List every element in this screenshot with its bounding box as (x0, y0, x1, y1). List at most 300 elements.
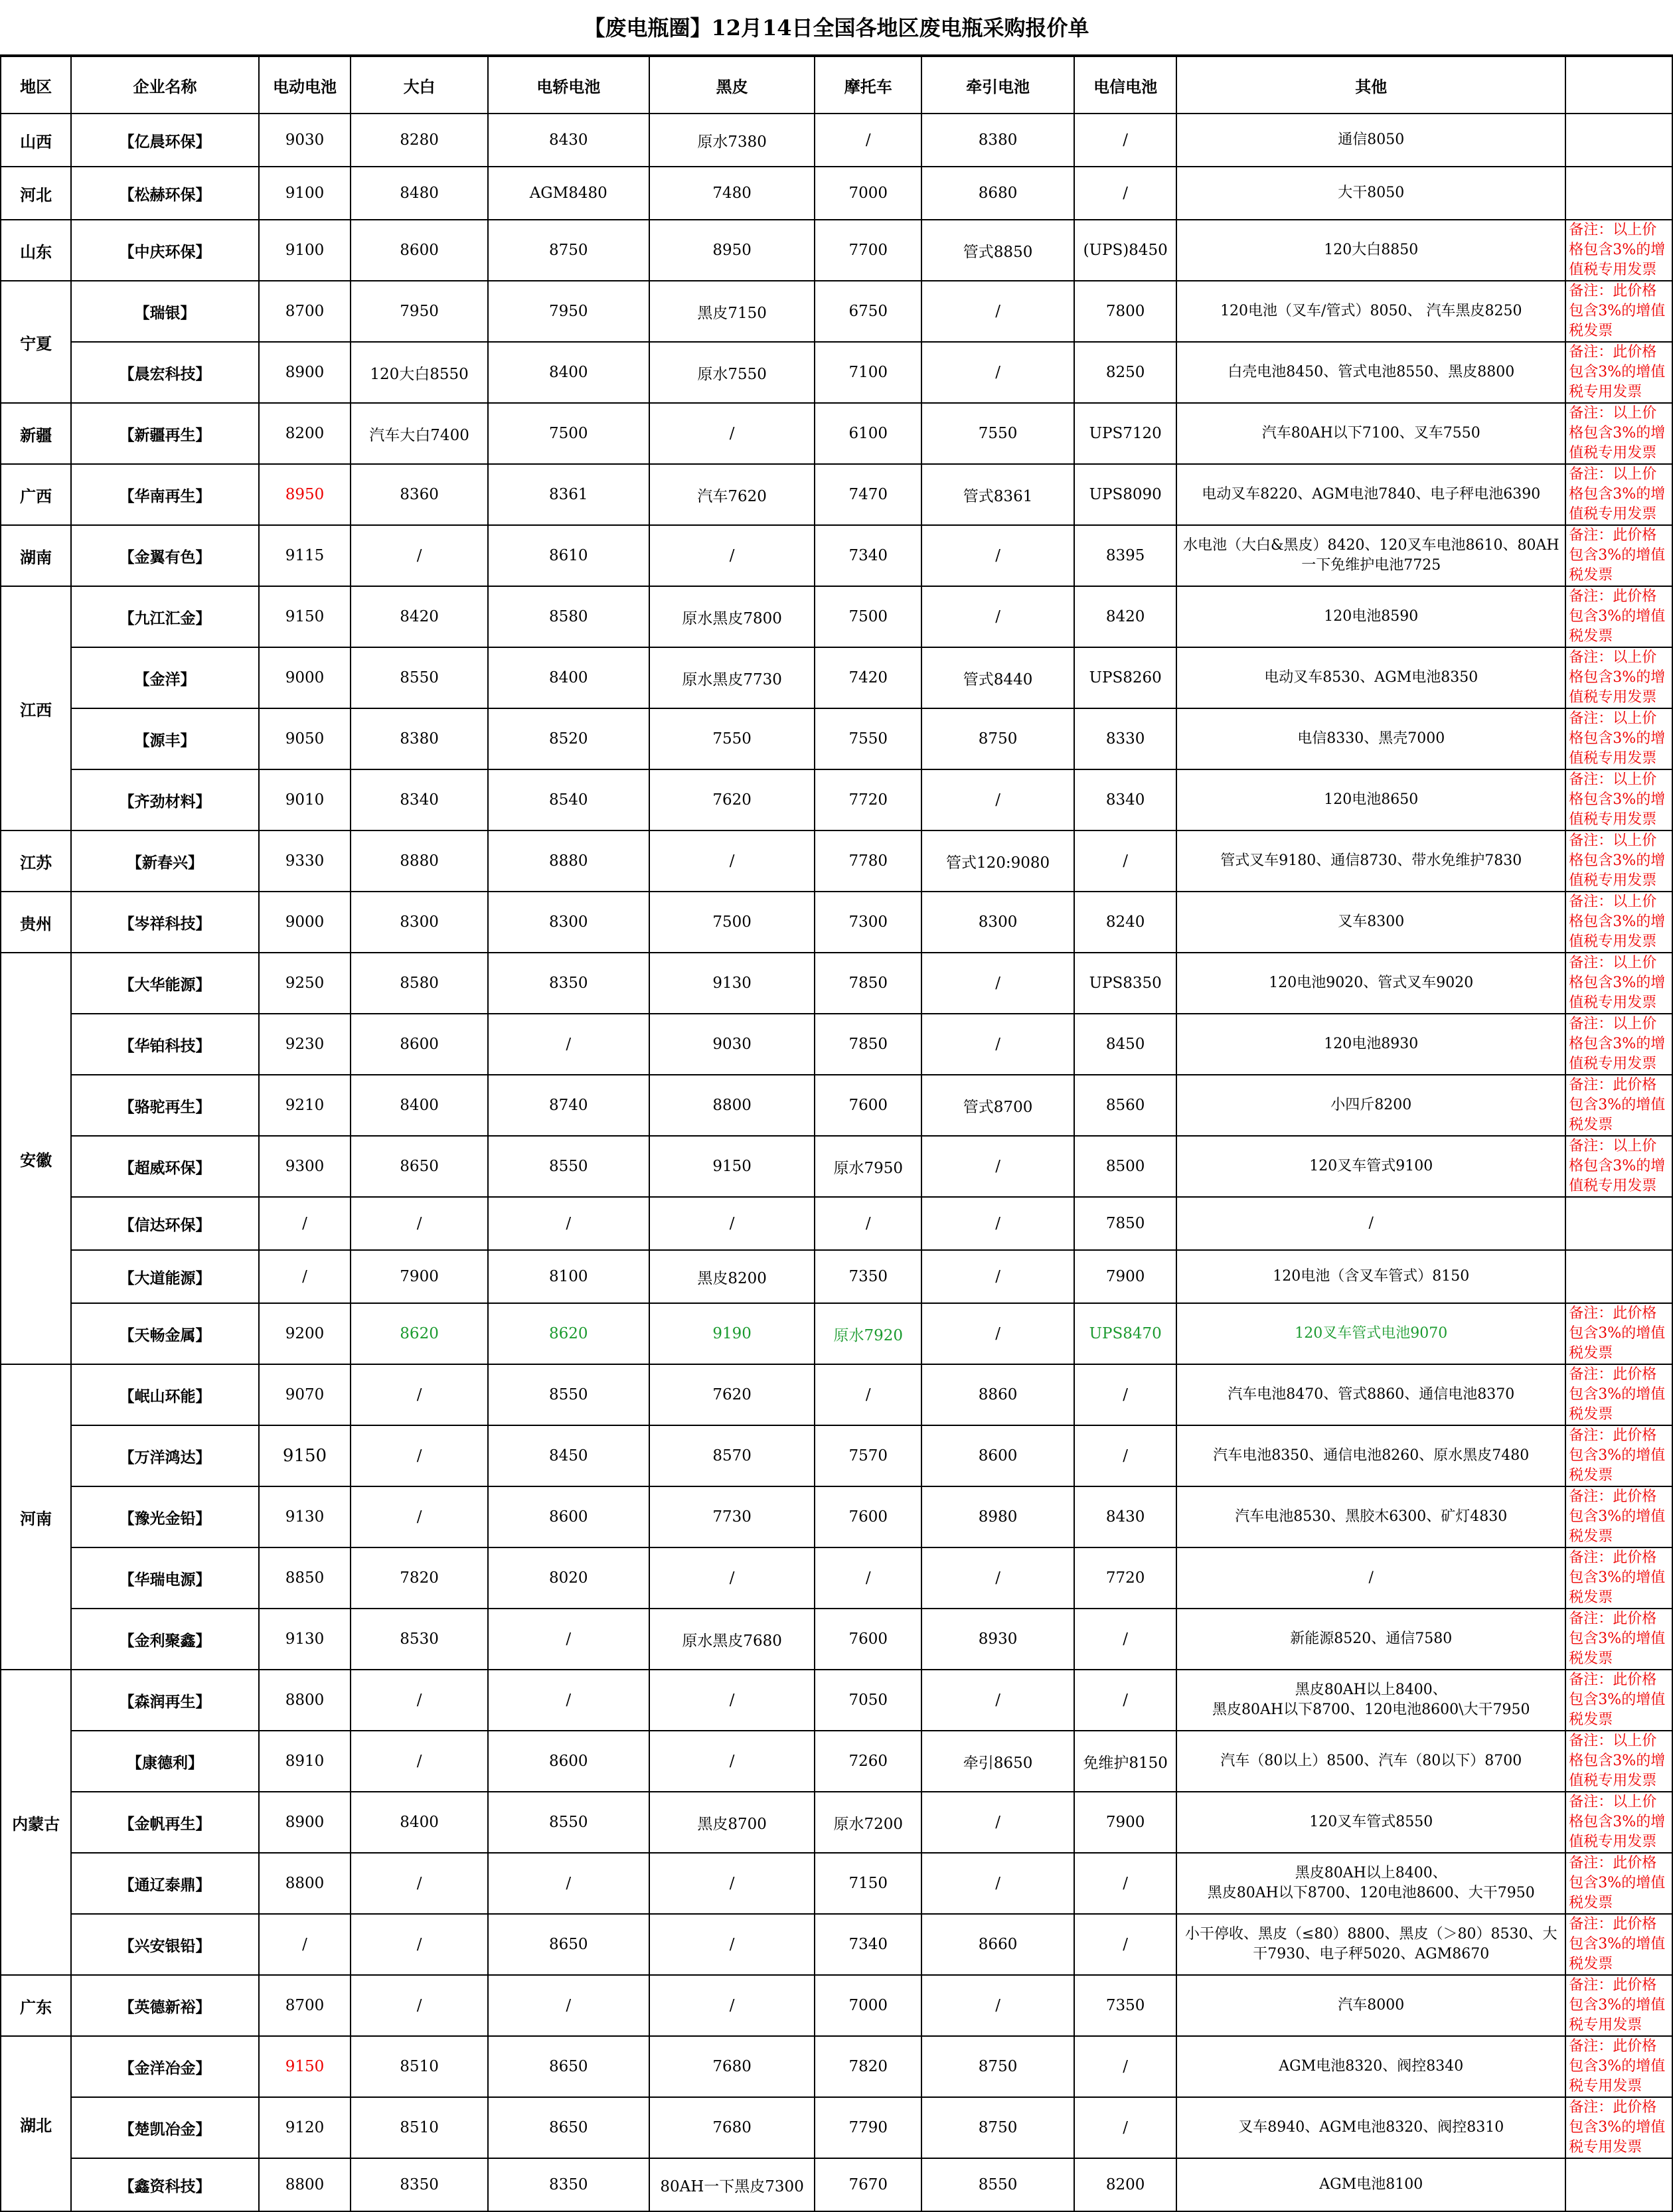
motorcycle-cell: 7260 (815, 1731, 921, 1792)
traction-cell: 管式8361 (921, 464, 1074, 525)
motorcycle-cell: 7850 (815, 1014, 921, 1075)
other-cell: 白壳电池8450、管式电池8550、黑皮8800 (1176, 342, 1565, 403)
note-cell: 备注：此价格包含3%的增值税发票 (1565, 1364, 1672, 1425)
black-cell: 7550 (649, 708, 815, 769)
company-cell: 【华瑞电源】 (71, 1547, 258, 1609)
table-row (1, 647, 1672, 708)
e-bike-cell: 8700 (259, 281, 351, 342)
company-cell: 【鑫资科技】 (71, 2158, 258, 2211)
white-cell: 120大白8550 (351, 342, 487, 403)
company-cell: 【岑祥科技】 (71, 892, 258, 953)
motorcycle-cell: 7850 (815, 953, 921, 1014)
telecom-cell: 8240 (1074, 892, 1176, 953)
other-cell: 120电池8650 (1176, 769, 1565, 830)
other-cell: 120电池8930 (1176, 1014, 1565, 1075)
motorcycle-cell: / (815, 114, 921, 167)
telecom-cell: / (1074, 2036, 1176, 2097)
white-cell: 8880 (351, 830, 487, 892)
black-cell: 原水黑皮7800 (649, 586, 815, 647)
telecom-cell: UPS8350 (1074, 953, 1176, 1014)
other-cell: 120电池9020、管式叉车9020 (1176, 953, 1565, 1014)
motorcycle-cell: 7670 (815, 2158, 921, 2211)
motorcycle-cell: 7100 (815, 342, 921, 403)
other-cell: 120电池（叉车/管式）8050、 汽车黑皮8250 (1176, 281, 1565, 342)
white-cell: 8350 (351, 2158, 487, 2211)
e-bike-cell: 9100 (259, 220, 351, 281)
black-cell: 7680 (649, 2097, 815, 2158)
black-cell: 8800 (649, 1075, 815, 1136)
e-bike-cell: 9330 (259, 830, 351, 892)
traction-cell: 8660 (921, 1914, 1074, 1975)
table-row (1, 892, 1672, 953)
black-cell: 7680 (649, 2036, 815, 2097)
other-cell: AGM电池8100 (1176, 2158, 1565, 2211)
white-cell: / (351, 1486, 487, 1547)
telecom-cell: 8250 (1074, 342, 1176, 403)
motorcycle-cell: 原水7200 (815, 1792, 921, 1853)
traction-cell: / (921, 769, 1074, 830)
white-cell: 8600 (351, 220, 487, 281)
telecom-cell: 8200 (1074, 2158, 1176, 2211)
black-cell: 9030 (649, 1014, 815, 1075)
e-bike-cell: 8200 (259, 403, 351, 464)
company-cell: 【金洋冶金】 (71, 2036, 258, 2097)
white-cell: 7950 (351, 281, 487, 342)
e-bike-cell: / (259, 1914, 351, 1975)
e-bike-cell: 9000 (259, 892, 351, 953)
note-cell: 备注：以上价格包含3%的增值税专用发票 (1565, 892, 1672, 953)
traction-cell: 8980 (921, 1486, 1074, 1547)
other-cell: 通信8050 (1176, 114, 1565, 167)
motorcycle-cell: 7500 (815, 586, 921, 647)
note-cell (1565, 167, 1672, 220)
white-cell: 8380 (351, 708, 487, 769)
other-cell: 小四斤8200 (1176, 1075, 1565, 1136)
telecom-cell: 7900 (1074, 1250, 1176, 1303)
black-cell: / (649, 1197, 815, 1250)
traction-cell: 7550 (921, 403, 1074, 464)
e-bike-cell: 8900 (259, 342, 351, 403)
region-cell: 安徽 (1, 953, 71, 1364)
motorcycle-cell: / (815, 1197, 921, 1250)
black-cell: 原水7380 (649, 114, 815, 167)
region-cell: 贵州 (1, 892, 71, 953)
e-bike-cell: 9050 (259, 708, 351, 769)
header-telecom: 电信电池 (1074, 56, 1176, 114)
table-row (1, 167, 1672, 220)
note-cell: 备注：以上价格包含3%的增值税专用发票 (1565, 647, 1672, 708)
traction-cell: / (921, 586, 1074, 647)
traction-cell: / (921, 1014, 1074, 1075)
e-bike-cell: / (259, 1250, 351, 1303)
motorcycle-cell: 7350 (815, 1250, 921, 1303)
note-cell (1565, 1197, 1672, 1250)
white-cell: 8480 (351, 167, 487, 220)
traction-cell: / (921, 1197, 1074, 1250)
region-cell: 内蒙古 (1, 1670, 71, 1975)
black-cell: 80AH一下黑皮7300 (649, 2158, 815, 2211)
traction-cell: / (921, 1853, 1074, 1914)
other-cell: 120叉车管式8550 (1176, 1792, 1565, 1853)
black-cell: / (649, 1975, 815, 2036)
white-cell: 8530 (351, 1609, 487, 1670)
note-cell: 备注：以上价格包含3%的增值税专用发票 (1565, 403, 1672, 464)
table-row (1, 1853, 1672, 1914)
company-cell: 【九江汇金】 (71, 586, 258, 647)
white-cell: 汽车大白7400 (351, 403, 487, 464)
white-cell: 8300 (351, 892, 487, 953)
note-cell: 备注：此价格包含3%的增值税专用发票 (1565, 2097, 1672, 2158)
header-row (1, 56, 1672, 114)
white-cell: 8340 (351, 769, 487, 830)
black-cell: 原水黑皮7730 (649, 647, 815, 708)
note-cell: 备注：此价格包含3%的增值税发票 (1565, 1425, 1672, 1486)
car-cell: 7950 (488, 281, 649, 342)
traction-cell: 管式8700 (921, 1075, 1074, 1136)
region-cell: 新疆 (1, 403, 71, 464)
company-cell: 【新春兴】 (71, 830, 258, 892)
car-cell: 8520 (488, 708, 649, 769)
motorcycle-cell: 7600 (815, 1486, 921, 1547)
white-cell: / (351, 525, 487, 586)
car-cell: 8650 (488, 1914, 649, 1975)
traction-cell: / (921, 281, 1074, 342)
e-bike-cell: 9210 (259, 1075, 351, 1136)
table-row (1, 1609, 1672, 1670)
car-cell: 8650 (488, 2036, 649, 2097)
e-bike-cell: 9230 (259, 1014, 351, 1075)
note-cell: 备注：此价格包含3%的增值税发票 (1565, 1547, 1672, 1609)
car-cell: 8020 (488, 1547, 649, 1609)
black-cell: / (649, 1914, 815, 1975)
company-cell: 【金帆再生】 (71, 1792, 258, 1853)
company-cell: 【金利聚鑫】 (71, 1609, 258, 1670)
e-bike-cell: 9070 (259, 1364, 351, 1425)
region-cell: 江苏 (1, 830, 71, 892)
motorcycle-cell: 7700 (815, 220, 921, 281)
black-cell: / (649, 1547, 815, 1609)
telecom-cell: 免维护8150 (1074, 1731, 1176, 1792)
other-cell: 汽车80AH以下7100、叉车7550 (1176, 403, 1565, 464)
telecom-cell: UPS7120 (1074, 403, 1176, 464)
car-cell: 8350 (488, 953, 649, 1014)
e-bike-cell: 9000 (259, 647, 351, 708)
region-cell: 山西 (1, 114, 71, 167)
car-cell: 8350 (488, 2158, 649, 2211)
white-cell: 8280 (351, 114, 487, 167)
table-row (1, 769, 1672, 830)
telecom-cell: 7850 (1074, 1197, 1176, 1250)
white-cell: / (351, 1364, 487, 1425)
company-cell: 【森润再生】 (71, 1670, 258, 1731)
note-cell: 备注：以上价格包含3%的增值税专用发票 (1565, 220, 1672, 281)
table-row (1, 281, 1672, 342)
e-bike-cell: 8950 (259, 464, 351, 525)
traction-cell: 牵引8650 (921, 1731, 1074, 1792)
car-cell: 8750 (488, 220, 649, 281)
other-cell: 电动叉车8530、AGM电池8350 (1176, 647, 1565, 708)
e-bike-cell: 9300 (259, 1136, 351, 1197)
other-cell: 水电池（大白&黑皮）8420、120叉车电池8610、80AH一下免维护电池7725 (1176, 525, 1565, 586)
e-bike-cell: 8900 (259, 1792, 351, 1853)
black-cell: 7730 (649, 1486, 815, 1547)
black-cell: 7620 (649, 769, 815, 830)
company-cell: 【新疆再生】 (71, 403, 258, 464)
other-cell: 叉车8300 (1176, 892, 1565, 953)
black-cell: / (649, 403, 815, 464)
car-cell: 8540 (488, 769, 649, 830)
other-cell: 黑皮80AH以上8400、 黑皮80AH以下8700、120电池8600、大干7950 (1176, 1853, 1565, 1914)
note-cell: 备注：此价格包含3%的增值税专用发票 (1565, 1975, 1672, 2036)
note-cell: 备注：此价格包含3%的增值税发票 (1565, 1914, 1672, 1975)
black-cell: 7620 (649, 1364, 815, 1425)
table-row (1, 830, 1672, 892)
e-bike-cell: 9010 (259, 769, 351, 830)
note-cell: 备注：此价格包含3%的增值税发票 (1565, 1075, 1672, 1136)
e-bike-cell: 8700 (259, 1975, 351, 2036)
e-bike-cell: 9150 (259, 586, 351, 647)
company-cell: 【华南再生】 (71, 464, 258, 525)
telecom-cell: / (1074, 167, 1176, 220)
telecom-cell: 8420 (1074, 586, 1176, 647)
e-bike-cell: 8910 (259, 1731, 351, 1792)
black-cell: / (649, 1731, 815, 1792)
car-cell: 8740 (488, 1075, 649, 1136)
table-row (1, 220, 1672, 281)
other-cell: 汽车电池8530、黑胶木6300、矿灯4830 (1176, 1486, 1565, 1547)
other-cell: 120电池（含叉车管式）8150 (1176, 1250, 1565, 1303)
table-row (1, 708, 1672, 769)
white-cell: 8360 (351, 464, 487, 525)
table-row (1, 1197, 1672, 1250)
traction-cell: / (921, 525, 1074, 586)
table-row (1, 1014, 1672, 1075)
company-cell: 【岷山环能】 (71, 1364, 258, 1425)
car-cell: 8880 (488, 830, 649, 892)
other-cell: 汽车电池8350、通信电池8260、原水黑皮7480 (1176, 1425, 1565, 1486)
note-cell: 备注：以上价格包含3%的增值税专用发票 (1565, 1731, 1672, 1792)
e-bike-cell: 9030 (259, 114, 351, 167)
other-cell: 电信8330、黑壳7000 (1176, 708, 1565, 769)
white-cell: 8580 (351, 953, 487, 1014)
table-row (1, 1975, 1672, 2036)
motorcycle-cell: 7050 (815, 1670, 921, 1731)
black-cell: 8570 (649, 1425, 815, 1486)
table-row (1, 1136, 1672, 1197)
company-cell: 【松赫环保】 (71, 167, 258, 220)
black-cell: / (649, 830, 815, 892)
traction-cell: 8380 (921, 114, 1074, 167)
car-cell: 8361 (488, 464, 649, 525)
car-cell: / (488, 1197, 649, 1250)
traction-cell: 8600 (921, 1425, 1074, 1486)
motorcycle-cell: 7470 (815, 464, 921, 525)
table-row (1, 1731, 1672, 1792)
car-cell: 8100 (488, 1250, 649, 1303)
telecom-cell: / (1074, 1425, 1176, 1486)
e-bike-cell: 9100 (259, 167, 351, 220)
motorcycle-cell: 7000 (815, 167, 921, 220)
traction-cell: / (921, 1136, 1074, 1197)
motorcycle-cell: 原水7950 (815, 1136, 921, 1197)
e-bike-cell: 9115 (259, 525, 351, 586)
other-cell: 小干停收、黑皮（≤80）8800、黑皮（＞80）8530、大干7930、电子秤5020、AGM8670 (1176, 1914, 1565, 1975)
header-traction: 牵引电池 (921, 56, 1074, 114)
telecom-cell: 7350 (1074, 1975, 1176, 2036)
region-cell: 广东 (1, 1975, 71, 2036)
region-cell: 宁夏 (1, 281, 71, 403)
region-cell: 湖北 (1, 2036, 71, 2211)
white-cell: / (351, 1731, 487, 1792)
telecom-cell: / (1074, 114, 1176, 167)
traction-cell: 管式120:9080 (921, 830, 1074, 892)
other-cell: 120叉车管式9100 (1176, 1136, 1565, 1197)
black-cell: / (649, 1670, 815, 1731)
telecom-cell: / (1074, 1853, 1176, 1914)
telecom-cell: / (1074, 1670, 1176, 1731)
note-cell: 备注：此价格包含3%的增值税专用发票 (1565, 342, 1672, 403)
telecom-cell: 8330 (1074, 708, 1176, 769)
black-cell: / (649, 525, 815, 586)
company-cell: 【源丰】 (71, 708, 258, 769)
table-row (1, 1425, 1672, 1486)
black-cell: 原水7550 (649, 342, 815, 403)
company-cell: 【金翼有色】 (71, 525, 258, 586)
telecom-cell: 8430 (1074, 1486, 1176, 1547)
telecom-cell: / (1074, 830, 1176, 892)
traction-cell: 8750 (921, 708, 1074, 769)
note-cell: 备注：此价格包含3%的增值税发票 (1565, 1303, 1672, 1364)
other-cell: 黑皮80AH以上8400、 黑皮80AH以下8700、120电池8600\大干7950 (1176, 1670, 1565, 1731)
white-cell: 8620 (351, 1303, 487, 1364)
note-cell: 备注：此价格包含3%的增值税发票 (1565, 586, 1672, 647)
telecom-cell: 7720 (1074, 1547, 1176, 1609)
white-cell: 7820 (351, 1547, 487, 1609)
car-cell: 8400 (488, 647, 649, 708)
telecom-cell: 8560 (1074, 1075, 1176, 1136)
traction-cell: 8300 (921, 892, 1074, 953)
black-cell: 9130 (649, 953, 815, 1014)
e-bike-cell: 9150 (259, 1425, 351, 1486)
company-cell: 【大道能源】 (71, 1250, 258, 1303)
table-row (1, 1792, 1672, 1853)
other-cell: 电动叉车8220、AGM电池7840、电子秤电池6390 (1176, 464, 1565, 525)
car-cell: / (488, 1670, 649, 1731)
motorcycle-cell: 7600 (815, 1609, 921, 1670)
table-row (1, 1914, 1672, 1975)
e-bike-cell: 9150 (259, 2036, 351, 2097)
telecom-cell: / (1074, 1364, 1176, 1425)
other-cell: 汽车8000 (1176, 1975, 1565, 2036)
note-cell: 备注：以上价格包含3%的增值税专用发票 (1565, 1136, 1672, 1197)
price-table (0, 56, 1673, 2212)
traction-cell: / (921, 342, 1074, 403)
header-region: 地区 (1, 56, 71, 114)
motorcycle-cell: 7600 (815, 1075, 921, 1136)
telecom-cell: UPS8260 (1074, 647, 1176, 708)
motorcycle-cell: 7720 (815, 769, 921, 830)
black-cell: 7480 (649, 167, 815, 220)
company-cell: 【天畅金属】 (71, 1303, 258, 1364)
table-row (1, 2097, 1672, 2158)
header-company: 企业名称 (71, 56, 258, 114)
car-cell: 8450 (488, 1425, 649, 1486)
motorcycle-cell: 7820 (815, 2036, 921, 2097)
car-cell: 8400 (488, 342, 649, 403)
black-cell: 黑皮7150 (649, 281, 815, 342)
table-row (1, 1486, 1672, 1547)
car-cell: 8550 (488, 1364, 649, 1425)
traction-cell: 8860 (921, 1364, 1074, 1425)
company-cell: 【英德新裕】 (71, 1975, 258, 2036)
e-bike-cell: 9200 (259, 1303, 351, 1364)
note-cell: 备注：以上价格包含3%的增值税专用发票 (1565, 769, 1672, 830)
region-cell: 江西 (1, 586, 71, 830)
header-e-bike: 电动电池 (259, 56, 351, 114)
motorcycle-cell: 7790 (815, 2097, 921, 2158)
car-cell: / (488, 1609, 649, 1670)
note-cell: 备注：此价格包含3%的增值税发票 (1565, 525, 1672, 586)
company-cell: 【齐劲材料】 (71, 769, 258, 830)
car-cell: 8430 (488, 114, 649, 167)
black-cell: 黑皮8700 (649, 1792, 815, 1853)
telecom-cell: (UPS)8450 (1074, 220, 1176, 281)
white-cell: / (351, 1975, 487, 2036)
note-cell: 备注：此价格包含3%的增值税专用发票 (1565, 2036, 1672, 2097)
other-cell: 管式叉车9180、通信8730、带水免维护7830 (1176, 830, 1565, 892)
e-bike-cell: / (259, 1197, 351, 1250)
motorcycle-cell: 7780 (815, 830, 921, 892)
black-cell: / (649, 1853, 815, 1914)
motorcycle-cell: 7340 (815, 1914, 921, 1975)
region-cell: 广西 (1, 464, 71, 525)
motorcycle-cell: 7420 (815, 647, 921, 708)
traction-cell: / (921, 1975, 1074, 2036)
company-cell: 【骆驼再生】 (71, 1075, 258, 1136)
black-cell: 9150 (649, 1136, 815, 1197)
black-cell: 9190 (649, 1303, 815, 1364)
company-cell: 【万洋鸿达】 (71, 1425, 258, 1486)
table-row (1, 953, 1672, 1014)
car-cell: 8600 (488, 1731, 649, 1792)
table-row (1, 1364, 1672, 1425)
region-cell: 河北 (1, 167, 71, 220)
telecom-cell: 8450 (1074, 1014, 1176, 1075)
e-bike-cell: 9130 (259, 1609, 351, 1670)
header-car: 电轿电池 (488, 56, 649, 114)
other-cell: 汽车电池8470、管式8860、通信电池8370 (1176, 1364, 1565, 1425)
table-row (1, 1075, 1672, 1136)
table-row (1, 342, 1672, 403)
company-cell: 【中庆环保】 (71, 220, 258, 281)
company-cell: 【楚凯冶金】 (71, 2097, 258, 2158)
motorcycle-cell: 原水7920 (815, 1303, 921, 1364)
header-black: 黑皮 (649, 56, 815, 114)
note-cell: 备注：此价格包含3%的增值税发票 (1565, 1609, 1672, 1670)
white-cell: 7900 (351, 1250, 487, 1303)
car-cell: 8610 (488, 525, 649, 586)
note-cell: 备注：此价格包含3%的增值税发票 (1565, 1853, 1672, 1914)
white-cell: 8420 (351, 586, 487, 647)
telecom-cell: 8500 (1074, 1136, 1176, 1197)
motorcycle-cell: 7340 (815, 525, 921, 586)
white-cell: / (351, 1914, 487, 1975)
telecom-cell: / (1074, 2097, 1176, 2158)
traction-cell: / (921, 953, 1074, 1014)
note-cell: 备注：以上价格包含3%的增值税专用发票 (1565, 464, 1672, 525)
table-row (1, 2036, 1672, 2097)
company-cell: 【超威环保】 (71, 1136, 258, 1197)
